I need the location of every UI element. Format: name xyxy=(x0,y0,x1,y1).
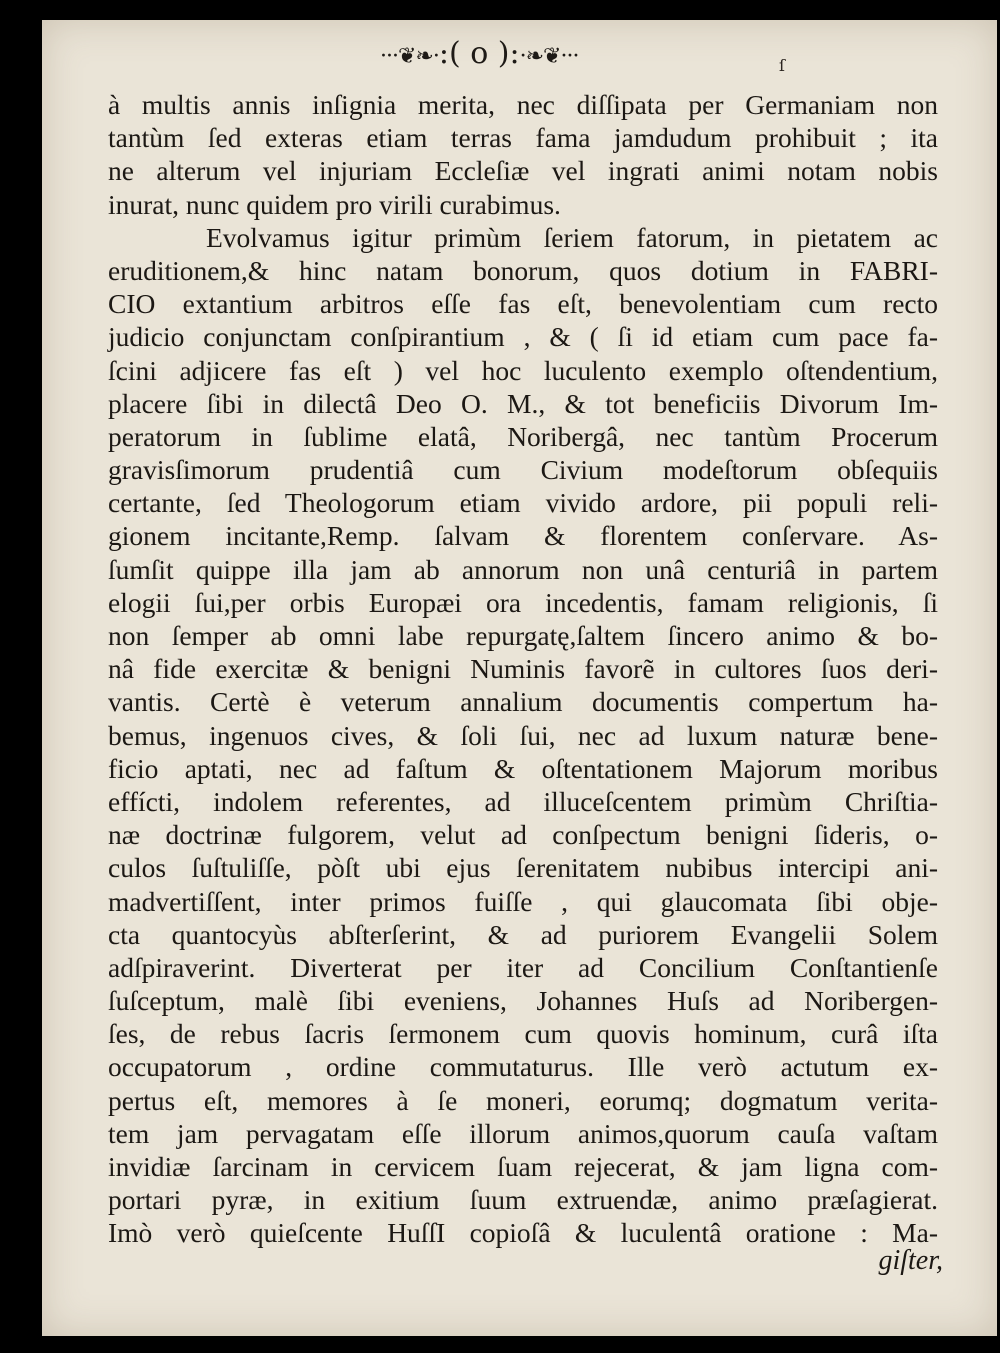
text-line: culos ſuſtuliſſe, pòſt ubi ejus ſerenitatem nubibus intercipi ani- xyxy=(108,852,938,884)
text-line: ſuſceptum, malè ſibi eveniens, Johannes Huſs ad Noribergen- xyxy=(108,985,938,1017)
text-line: ficio aptati, nec ad faſtum & oſtentationem Majorum moribus xyxy=(108,752,938,784)
text-line: ſes, de rebus ſacris ſermonem cum quovis hominum, curâ iſta xyxy=(108,1018,938,1050)
text-line: CIO extantium arbitros eſſe fas eſt, benevolentiam cum recto xyxy=(108,288,938,320)
text-line: eruditionem,& hinc natam bonorum, quos dotium in FABRI- xyxy=(108,254,938,286)
text-line: ſcini adjicere fas eſt ) vel hoc luculento exemplo oſtendentium, xyxy=(108,354,938,386)
text-line: nâ fide exercitæ & benigni Numinis favorẽ in cultores ſuos deri- xyxy=(108,653,938,685)
text-line: peratorum in ſublime elatâ, Noribergâ, nec tantùm Procerum xyxy=(108,420,938,452)
text-line: certante, ſed Theologorum etiam vivido ardore, pii populi reli- xyxy=(108,487,938,519)
text-line: ſumſit quippe illa jam ab annorum non unâ centuriâ in partem xyxy=(108,553,938,585)
text-line: effícti, indolem referentes, ad illuceſcentem primùm Chriſtia- xyxy=(108,785,938,817)
catch-mark: ſ xyxy=(779,56,785,75)
header-page-number: :( o ): xyxy=(438,36,520,71)
text-line: judicio conjunctam conſpirantium , & ( ſi id etiam cum pace fa- xyxy=(108,321,938,353)
text-line: adſpiraverint. Diverterat per iter ad Concilium Conſtantienſe xyxy=(108,951,938,983)
text-line: bemus, ingenuos cives, & ſoli ſui, nec ad luxum naturæ bene- xyxy=(108,719,938,751)
text-line: invidiæ ſarcinam in cervicem ſuam rejecerat, & jam ligna com- xyxy=(108,1151,938,1182)
header-ornament-left: ···❦❧· xyxy=(380,44,439,69)
text-line: ne alterum vel injuriam Eccleſiæ vel ingrati animi notam nobis xyxy=(108,155,938,187)
text-line: tem jam pervagatam eſſe illorum animos,quorum cauſa vaſtam xyxy=(108,1117,938,1149)
text-line: tantùm ſed exteras etiam terras fama jamdudum prohibuit ; ita xyxy=(108,122,938,154)
text-line: non ſemper ab omni labe repurgatę,ſaltem ſincero animo & bo- xyxy=(108,620,938,651)
text-line: gionem incitante,Remp. ſalvam & florentem conſervare. As- xyxy=(108,520,938,552)
body-text xyxy=(108,88,938,1250)
text-line: à multis annis inſignia merita, nec diſſipata per Germaniam non xyxy=(108,89,938,120)
text-line: portari pyræ, in exitium ſuum extruendæ, animo præſagierat. xyxy=(108,1184,938,1216)
text-line: madvertiſſent, inter primos fuiſſe , qui glaucomata ſibi obje- xyxy=(108,885,938,917)
text-line: Imò verò quieſcente HuſſI copioſâ & luculentâ oratione : Ma- xyxy=(108,1217,938,1249)
text-line: pertus eſt, memores à ſe moneri, eorumq; dogmatum verita- xyxy=(108,1084,938,1116)
page-header xyxy=(380,36,680,86)
text-line: Evolvamus igitur primùm ſeriem fatorum, in pietatem ac xyxy=(206,221,938,253)
text-line: inurat, nunc quidem pro virili curabimus. xyxy=(108,188,561,220)
header-ornament-right: ·❧❦··· xyxy=(519,44,579,69)
text-line: occupatorum , ordine commutaturus. Ille verò actutum ex- xyxy=(108,1051,938,1083)
catchword: giſter, xyxy=(878,1245,943,1276)
text-line: gravisſimorum prudentiâ cum Civium modeſtorum obſequiis xyxy=(108,454,938,486)
text-line: næ doctrinæ fulgorem, velut ad conſpectum benigni ſideris, o- xyxy=(108,819,938,851)
text-line: placere ſibi in dilectâ Deo O. M., & tot beneficiis Divorum Im- xyxy=(108,387,938,419)
text-line: cta quantocyùs abſterſerint, & ad puriorem Evangelii Solem xyxy=(108,918,938,950)
text-line: elogii ſui,per orbis Europæi ora incedentis, famam religionis, ſi xyxy=(108,586,938,618)
text-line: vantis. Certè è veterum annalium documentis compertum ha- xyxy=(108,686,938,718)
